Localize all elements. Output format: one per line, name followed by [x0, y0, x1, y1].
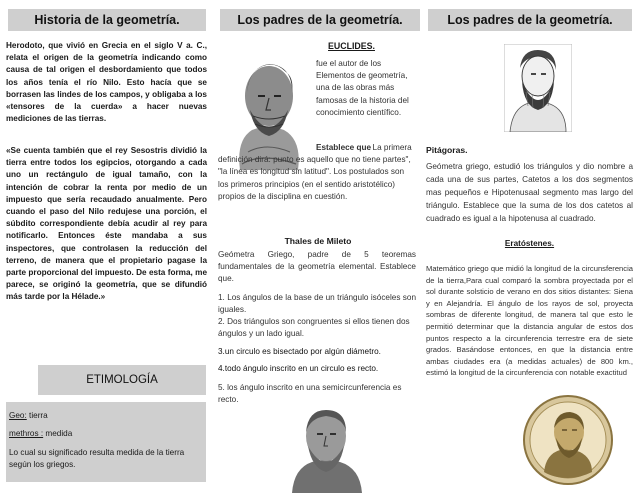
etimologia-definitions-box: [6, 402, 206, 482]
column-historia: [0, 0, 212, 493]
thales-bust-image: [284, 402, 368, 493]
thales-description: Geómetra Griego, padre de 5 teoremas fundamentales de la geometría elemental. Establece que.: [218, 250, 416, 284]
eratostenes-medallion-image: [522, 394, 614, 486]
column-padres-2: [424, 0, 638, 493]
pitagoras-portrait: [504, 44, 572, 132]
etimologia-title-box: [38, 365, 206, 395]
geo-definition: [9, 410, 204, 422]
pitagoras-bust-image: [504, 44, 572, 132]
etimologia-text: Lo cual su significado resulta medida de la tierra según los griegos.: [9, 448, 185, 470]
thales-portrait: [284, 402, 368, 493]
geo-term: Geo:: [9, 411, 27, 420]
theorem-3: 3.un circulo es bisectado por algún diámetro.: [218, 347, 381, 356]
historia-paragraph-2: «Se cuenta también que el rey Sesostris dividió la tierra entre todos los egipcios, otorgando a cada uno un rectángulo de igual tamaño, con la intención de cobrar la renta por medio de un impuesto que sería recaudado anualmente. Pero cuando el paso del Nilo redujese una porción, el súbdito correspondiente debía acudir al rey para notificarlo. Entonces éste mandaba a sus inspectores, que controlasen la reducción del terreno, de manera que el propietario pagase la parte proporcional del impuesto. De esta forma, me parece, se originó la geometría, que se difundió más tarde por la Hélade.»: [6, 146, 207, 302]
historia-paragraph-1: Herodoto, que vivió en Grecia en el siglo V a. C., relata el origen de la geometría indicando como causa de tal origen el desbordamiento que todos los años tenía el río Nilo. Esto hacía que se borrasen las lindes de los campos, y obligaba a los «tensores de la cuerda» a hacer nuevas mediciones de las tierras.: [6, 41, 207, 124]
header-padres-center: Los padres de la geometría.: [220, 9, 420, 31]
thales-title: Thales de Mileto: [284, 236, 352, 246]
euclides-description: fue el autor de los Elementos de geometría, una de las obras más famosas de la historia del conocimiento científico.: [316, 59, 409, 117]
euclides-definiciones: . La primera definición dirá: punto es aquello que no tiene partes", "la línea es longitud sin latitud". Los postulados son los primeros principios (en el sentido aristotélico) propios de la disciplina en cuestión.: [218, 143, 412, 201]
pitagoras-description: Geómetra griego, estudió los triángulos y dio nombre a cada una de sus partes, Catetos a los dos segmentos mas pequeños e Hipotenusaal segmento mas largo del triángulo. Establece que la suma de los dos catetos al cuadrado es igual a la hipotenusa al cuadrado.: [426, 162, 633, 223]
etimologia-title: ETIMOLOGÍA: [86, 374, 158, 386]
header-historia: Historia de la geometría.: [8, 9, 206, 31]
theorem-2: 2. Dos triángulos son congruentes si ellos tienen dos ángulos y un lado igual.: [218, 317, 410, 339]
eratostenes-medallion: [522, 394, 614, 486]
theorem-4: 4.todo ángulo inscrito en un circulo es recto.: [218, 364, 379, 373]
header-padres-right: Los padres de la geometría.: [428, 9, 632, 31]
eratostenes-title: Eratóstenes.: [504, 239, 555, 248]
euclides-title: EUCLIDES.: [328, 41, 375, 51]
euclides-establece-label: Establece que: [316, 143, 372, 152]
pitagoras-title: Pitágoras.: [426, 145, 468, 155]
theorem-5: 5. los ángulo inscrito en una semicircunferencia es recto.: [218, 383, 402, 405]
metros-term: methros :: [9, 429, 44, 438]
geo-meaning: tierra: [26, 411, 48, 420]
column-padres-1: [214, 0, 422, 493]
metros-meaning: medida: [43, 429, 73, 438]
metros-definition: [9, 428, 204, 440]
theorem-1: 1. Los ángulos de la base de un triángulo isóceles son iguales.: [218, 293, 416, 315]
eratostenes-description: Matemático griego que midió la longitud de la circunsferencia de la tierra,Para cual comparó la sombra proyectada por el sol durante solsticio de verano en dos sitios distantes: Siena y en Alejandría. El ángulo de los rayos de sol, proyecta sombras de diferente longitud, de manera tal que esto le permitió determinar que la distancia angular de estos dos puntos respecto a la circunferencia terrestre era de siete grados. Basándose entonces, en que la distancia entre ambas ciudades era (a medidas actuales) de 800 km., estimó la longitud de la circunferencia con notable exactitud: [426, 264, 633, 378]
